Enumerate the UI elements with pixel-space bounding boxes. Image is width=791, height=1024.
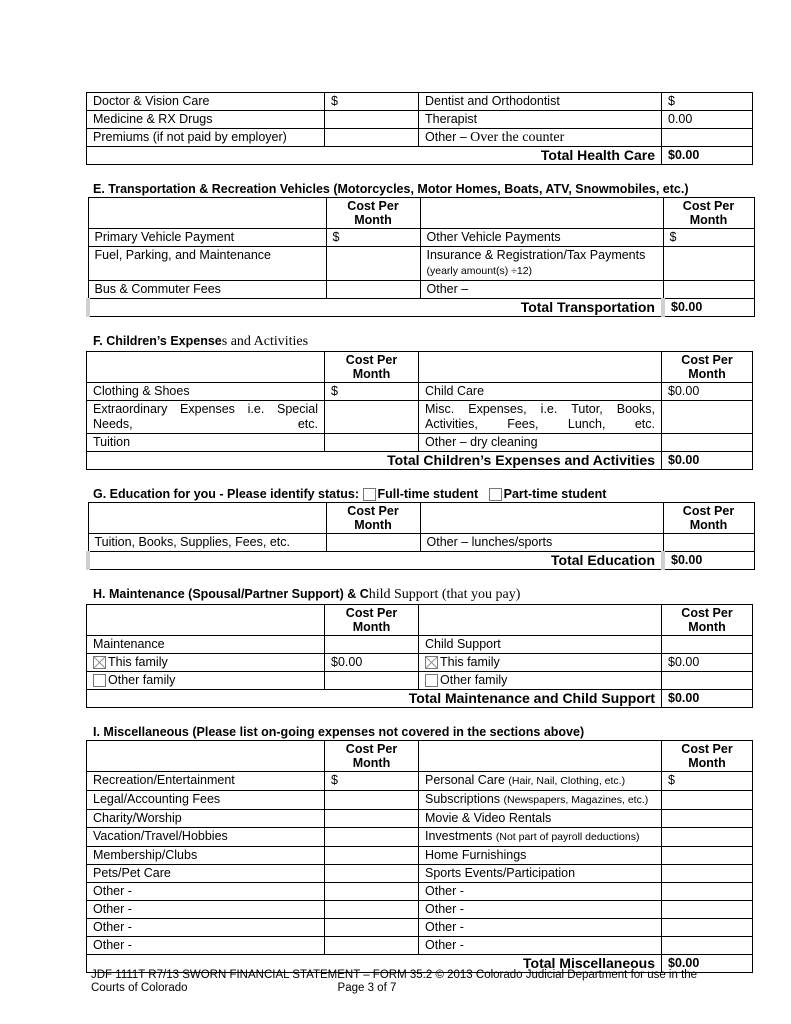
amount-field[interactable]: $ [325, 772, 419, 791]
maintenance-table [86, 604, 753, 708]
amount-field[interactable] [325, 828, 419, 847]
table-row [87, 847, 753, 865]
amount-field[interactable] [325, 883, 419, 901]
header-row [87, 741, 753, 772]
row-label: Insurance & Registration/Tax Payments (yearly amount(s) ÷12) [420, 247, 663, 281]
row-label: Other – dry cleaning [419, 434, 662, 452]
amount-field[interactable] [325, 401, 419, 434]
row-label: Tuition, Books, Supplies, Fees, etc. [88, 534, 326, 552]
health-care-table [86, 92, 753, 165]
row-label: Movie & Video Rentals [419, 810, 662, 828]
table-row: This family $0.00 This family $0.00 [87, 654, 753, 672]
row-label: Misc. Expenses, i.e. Tutor, Books, Activities, Fees, Lunch, etc. [419, 401, 662, 434]
amount-field[interactable] [325, 937, 419, 955]
row-label: Doctor & Vision Care [87, 93, 325, 111]
amount-field[interactable] [325, 672, 419, 690]
maintenance-other-family-checkbox[interactable] [93, 674, 106, 687]
row-label: Other - [419, 883, 662, 901]
section-title-transportation: E. Transportation & Recreation Vehicles (Motorcycles, Motor Homes, Boats, ATV, Snowmobiles, etc.) [93, 182, 689, 196]
amount-field[interactable]: $0.00 [662, 383, 753, 401]
amount-field[interactable] [662, 672, 753, 690]
column-header: Cost Per Month [662, 605, 753, 636]
total-label: Total Maintenance and Child Support [87, 690, 662, 708]
section-title-children: F. Children’s Expenses and Activities [93, 334, 309, 349]
row-label: Child Support [419, 636, 662, 654]
other-prefix: Other – [425, 130, 471, 144]
total-label: Total Transportation [88, 299, 663, 317]
row-label: Medicine & RX Drugs [87, 111, 325, 129]
total-row [87, 147, 753, 165]
education-table [86, 502, 755, 570]
total-label: Total Health Care [87, 147, 662, 165]
table-row [87, 111, 753, 129]
children-table [86, 351, 753, 470]
total-value: $0.00 [662, 690, 753, 708]
row-label: Other – [420, 281, 663, 299]
row-label: Home Furnishings [419, 847, 662, 865]
table-row [87, 883, 753, 901]
row-label: Bus & Commuter Fees [88, 281, 326, 299]
row-label: Subscriptions (Newspapers, Magazines, etc.) [419, 791, 662, 810]
amount-field[interactable] [662, 883, 753, 901]
page-footer [91, 969, 751, 995]
total-value: $0.00 [662, 452, 753, 470]
amount-field[interactable]: $ [662, 772, 753, 791]
amount-field[interactable] [662, 865, 753, 883]
amount-field[interactable] [325, 434, 419, 452]
childsupport-other-family-checkbox[interactable] [425, 674, 438, 687]
row-label: Charity/Worship [87, 810, 325, 828]
parttime-checkbox[interactable] [489, 488, 502, 501]
row-label: Other - [87, 901, 325, 919]
table-row [87, 93, 753, 111]
row-label: Child Care [419, 383, 662, 401]
row-label: Primary Vehicle Payment [88, 229, 326, 247]
row-label: Other - [87, 883, 325, 901]
total-label: Total Education [88, 552, 663, 570]
table-row [87, 919, 753, 937]
table-row [87, 772, 753, 791]
amount-field[interactable] [325, 111, 419, 129]
amount-field[interactable]: $ [662, 93, 753, 111]
amount-field[interactable]: $ [663, 229, 754, 247]
table-row [87, 937, 753, 955]
amount-field[interactable] [326, 247, 420, 281]
footer-court: Courts of Colorado [91, 982, 188, 994]
total-row [87, 690, 753, 708]
row-label: Recreation/Entertainment [87, 772, 325, 791]
total-value: $0.00 [663, 552, 754, 570]
column-header: Cost Per Month [662, 352, 753, 383]
header-row [88, 503, 754, 534]
total-value: $0.00 [662, 955, 753, 973]
column-header: Cost Per Month [663, 503, 754, 534]
amount-field[interactable] [662, 937, 753, 955]
form-page [86, 92, 752, 973]
column-header: Cost Per Month [663, 198, 754, 229]
total-value: $0.00 [662, 147, 753, 165]
row-label: Extraordinary Expenses i.e. Special Needs, etc. [87, 401, 325, 434]
total-label: Total Miscellaneous [87, 955, 662, 973]
row-label: Sports Events/Participation [419, 865, 662, 883]
row-label: Other - [419, 919, 662, 937]
other-entry[interactable]: Over the counter [470, 130, 565, 145]
row-label: Maintenance [87, 636, 325, 654]
section-title-maintenance: H. Maintenance (Spousal/Partner Support) & Child Support (that you pay) [93, 587, 521, 603]
amount-field[interactable]: $ [326, 229, 420, 247]
fulltime-checkbox[interactable] [363, 488, 376, 501]
amount-field[interactable]: $0.00 [325, 654, 419, 672]
table-row [87, 636, 753, 654]
amount-field[interactable] [325, 129, 419, 147]
amount-field[interactable] [326, 534, 420, 552]
total-row [88, 552, 754, 570]
row-label: Other - [419, 937, 662, 955]
row-label: Other - [87, 919, 325, 937]
amount-field[interactable] [326, 281, 420, 299]
row-label: Clothing & Shoes [87, 383, 325, 401]
amount-field[interactable] [325, 810, 419, 828]
table-row [87, 828, 753, 847]
total-label: Total Children’s Expenses and Activities [87, 452, 662, 470]
amount-field[interactable] [325, 865, 419, 883]
amount-field[interactable] [662, 401, 753, 434]
table-row [87, 383, 753, 401]
section-title-education: G. Education for you - Please identify status: Full-time student Part-time student [93, 487, 607, 501]
table-row [88, 247, 754, 281]
column-header: Cost Per Month [325, 741, 419, 772]
amount-field[interactable] [662, 901, 753, 919]
amount-field[interactable]: 0.00 [662, 111, 753, 129]
amount-field[interactable] [325, 901, 419, 919]
amount-field[interactable] [663, 247, 754, 281]
amount-field[interactable] [663, 534, 754, 552]
childsupport-this-family-checkbox[interactable] [425, 656, 438, 669]
amount-field[interactable] [662, 129, 753, 147]
amount-field[interactable] [325, 847, 419, 865]
row-label: Legal/Accounting Fees [87, 791, 325, 810]
amount-field[interactable] [662, 810, 753, 828]
column-header: Cost Per Month [325, 605, 419, 636]
table-row [88, 534, 754, 552]
row-label: Other – lunches/sports [420, 534, 663, 552]
amount-field[interactable] [662, 919, 753, 937]
row-label: Investments (Not part of payroll deductions) [419, 828, 662, 847]
row-label: Premiums (if not paid by employer) [87, 129, 325, 147]
amount-field[interactable] [662, 828, 753, 847]
table-row [87, 901, 753, 919]
amount-field[interactable] [662, 434, 753, 452]
column-header: Cost Per Month [662, 741, 753, 772]
table-row [87, 865, 753, 883]
misc-table [86, 740, 753, 973]
row-label: Other - [419, 901, 662, 919]
table-row [88, 281, 754, 299]
header-row [87, 605, 753, 636]
row-label: Fuel, Parking, and Maintenance [88, 247, 326, 281]
row-label [419, 129, 662, 147]
total-row [87, 452, 753, 470]
row-label: Therapist [419, 111, 662, 129]
table-row [87, 401, 753, 434]
header-row [87, 352, 753, 383]
row-label: Dentist and Orthodontist [419, 93, 662, 111]
amount-field[interactable] [662, 847, 753, 865]
row-label: Vacation/Travel/Hobbies [87, 828, 325, 847]
table-row [87, 129, 753, 147]
row-label: Membership/Clubs [87, 847, 325, 865]
column-header: Cost Per Month [326, 198, 420, 229]
header-row [88, 198, 754, 229]
amount-field[interactable]: $ [325, 93, 419, 111]
table-row [87, 791, 753, 810]
total-value: $0.00 [663, 299, 754, 317]
total-row [88, 299, 754, 317]
transportation-table [86, 197, 755, 317]
amount-field[interactable] [325, 791, 419, 810]
table-row [88, 229, 754, 247]
row-label: Other - [87, 937, 325, 955]
amount-field[interactable] [325, 919, 419, 937]
maintenance-this-family-checkbox[interactable] [93, 656, 106, 669]
amount-field[interactable]: $ [325, 383, 419, 401]
row-label: Tuition [87, 434, 325, 452]
row-label: Other Vehicle Payments [420, 229, 663, 247]
row-label: Personal Care (Hair, Nail, Clothing, etc.) [419, 772, 662, 791]
amount-field[interactable] [663, 281, 754, 299]
row-label: Pets/Pet Care [87, 865, 325, 883]
section-title-misc: I. Miscellaneous (Please list on-going expenses not covered in the sections above) [93, 725, 585, 740]
column-header: Cost Per Month [326, 503, 420, 534]
column-header: Cost Per Month [325, 352, 419, 383]
page-number: Page 3 of 7 [337, 982, 397, 994]
table-row [87, 810, 753, 828]
table-row [87, 434, 753, 452]
amount-field[interactable]: $0.00 [662, 654, 753, 672]
amount-field[interactable] [662, 791, 753, 810]
footer-line: JDF 1111T R7/13 SWORN FINANCIAL STATEMENT – FORM 35.2 © 2013 Colorado Judicial Department for use in the [91, 969, 698, 981]
table-row: Other family Other family [87, 672, 753, 690]
